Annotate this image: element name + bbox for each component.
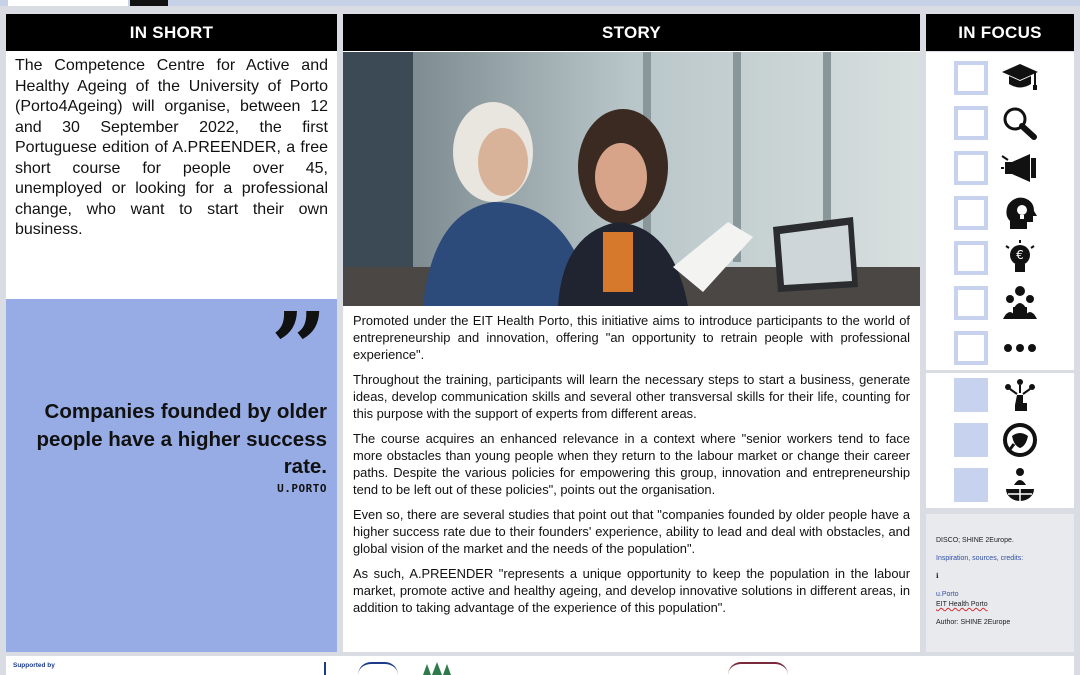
in-focus-panel (926, 52, 1074, 508)
in-short-text: The Competence Centre for Active and Healthy Ageing of the University of Porto (Porto4Ageing) will organise, between 12 and 30 September 2022, the first Portuguese edition of A.PREENDER, a free short course for people over 45, unemployed or looking for a professional change, who want to start their own business. (15, 57, 328, 238)
focus-item-global[interactable] (954, 467, 1064, 503)
story-photo (343, 52, 920, 306)
story-column (343, 14, 920, 652)
story-header: STORY (343, 14, 920, 51)
logo-mark (130, 0, 168, 6)
quote-source: U.PORTO (277, 482, 327, 495)
top-bar (0, 0, 1080, 6)
in-short-header: IN SHORT (6, 14, 337, 51)
checkbox[interactable] (954, 378, 988, 412)
credits-marker: ℹ (936, 573, 939, 580)
story-paragraph: Throughout the training, participants will learn the necessary steps to start a business, generate ideas, develop communication skills and several other transversal skills for their life, counting for this purpose with the support of experts from different areas. (353, 372, 910, 421)
focus-divider (926, 370, 1074, 373)
partner-logo-seal (728, 662, 788, 675)
focus-item-education[interactable] (954, 60, 1064, 96)
svg-text:€: € (1016, 248, 1024, 262)
focus-item-economy[interactable] (954, 240, 1064, 276)
partner-logo-mark (324, 662, 326, 675)
top-bar-blank (8, 0, 128, 6)
story-paragraph: Even so, there are several studies that point out that "companies founded by older people have a higher success rate due to their founders' experience, ability to lead and deal with obstacles, and global vision of the market and the needs of the population". (353, 506, 910, 556)
quote-text: Companies founded by older people have a higher success rate. (36, 400, 327, 478)
story-text (343, 313, 920, 625)
in-short-column (6, 14, 337, 652)
focus-item-more[interactable] (954, 330, 1064, 366)
partner-logo-arc (358, 662, 398, 675)
credits-inspiration: Inspiration, sources, credits: (936, 555, 1024, 562)
story-paragraph: As such, A.PREENDER "represents a unique opportunity to keep the population in the labour market, promote active and healthy ageing, and develop innovative solutions in different areas, in addition to taking advantage of the experience of this population". (353, 565, 910, 615)
checkbox[interactable] (954, 151, 988, 185)
credits-eit-link[interactable]: EIT Health Porto (936, 601, 988, 608)
credits-uporto-link[interactable]: u.Porto (936, 591, 959, 598)
euro-lightbulb-icon (1000, 240, 1040, 276)
megaphone-icon (1000, 150, 1040, 186)
focus-item-sustainability[interactable] (954, 422, 1064, 458)
global-person-icon (1000, 467, 1040, 503)
focus-item-community[interactable] (954, 285, 1064, 321)
credits-author: Author: SHINE 2Europe (936, 619, 1011, 626)
checkbox[interactable] (954, 423, 988, 457)
quote-box (6, 292, 337, 652)
checkbox[interactable] (954, 196, 988, 230)
supported-by-label: Supported by (13, 662, 55, 669)
partner-logo-trees (422, 662, 452, 675)
checkbox[interactable] (954, 331, 988, 365)
magnifier-icon (1000, 105, 1040, 141)
checkbox[interactable] (954, 106, 988, 140)
checkbox[interactable] (954, 241, 988, 275)
checkbox[interactable] (954, 286, 988, 320)
in-focus-header: IN FOCUS (926, 14, 1074, 51)
credits-panel (926, 514, 1074, 652)
footer-supporters (6, 656, 1074, 675)
story-paragraph: Promoted under the EIT Health Porto, this initiative aims to introduce participants to the world of entrepreneurship and innovation, offering "an opportunity to retrain people with professional experience". (353, 313, 910, 362)
lightbulb-head-icon (1000, 195, 1040, 231)
focus-item-research[interactable] (954, 105, 1064, 141)
credits-disco: DISCO; SHINE 2Europe. (936, 537, 1014, 544)
focus-item-digital[interactable] (954, 377, 1064, 413)
checkbox[interactable] (954, 61, 988, 95)
touch-network-icon (1000, 377, 1040, 413)
focus-item-communication[interactable] (954, 150, 1064, 186)
office-photo-illustration (343, 52, 920, 306)
checkbox[interactable] (954, 468, 988, 502)
more-dots-icon (1000, 330, 1040, 366)
graduation-cap-icon (1000, 60, 1040, 96)
quote-mark-icon: ” (270, 292, 327, 407)
story-paragraph: The course acquires an enhanced relevance in a context where "senior workers tend to face more obstacles than young people when they return to the labour market or change their career paths. Despite the various policies for empowering this group, innovation and entrepreneurship tend to be left out of these policies", points out the organisation. (353, 431, 910, 497)
group-icon (1000, 285, 1040, 321)
sdg-wheel-icon (1000, 422, 1040, 458)
in-focus-column (926, 14, 1074, 652)
focus-item-ideas[interactable] (954, 195, 1064, 231)
